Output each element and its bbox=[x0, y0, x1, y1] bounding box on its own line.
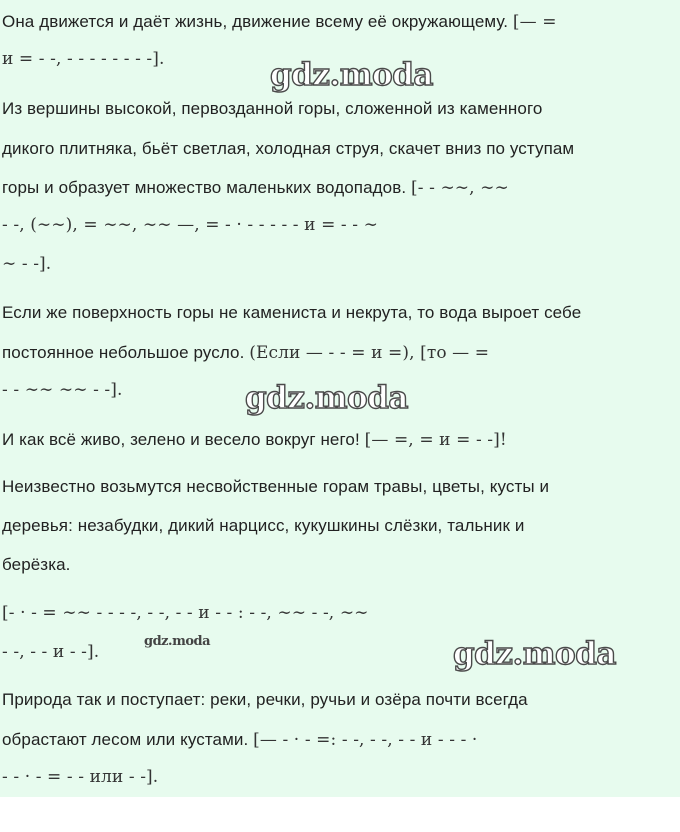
text-line: Из вершины высокой, первозданной горы, сложенной из каменного bbox=[2, 99, 543, 118]
text-line: Природа так и поступает: реки, речки, ручьи и озёра почти всегда bbox=[2, 690, 528, 709]
text-line bbox=[2, 379, 123, 401]
watermark: gdz.moda bbox=[270, 57, 433, 93]
text-line: постоянное небольшое русло. (Если — - - = и =), [то — = bbox=[2, 343, 490, 363]
text-line: берёзка. bbox=[2, 555, 71, 574]
watermark: gdz.moda bbox=[245, 380, 408, 416]
text-line bbox=[2, 766, 158, 788]
syntax-scheme: - -, - - и - -]. bbox=[2, 642, 100, 662]
syntax-scheme: - - · - = - - или - -]. bbox=[2, 767, 159, 787]
text-line bbox=[2, 214, 378, 236]
syntax-scheme: [— = bbox=[512, 12, 557, 32]
text-line bbox=[2, 253, 51, 275]
text-line bbox=[2, 48, 165, 70]
text-line: Если же поверхность горы не камениста и некрута, то вода выроет себе bbox=[2, 303, 582, 322]
text-line bbox=[2, 641, 99, 663]
syntax-scheme: ∼ - -]. bbox=[2, 254, 52, 274]
syntax-scheme: [- · - = ∼∼ - - - -, - -, - - и - - : - -, ∼∼ - -, ∼∼ bbox=[2, 603, 369, 623]
syntax-scheme: [— - · - =: - -, - -, - - и - - - · bbox=[253, 730, 478, 750]
watermark-small: gdz.moda bbox=[144, 634, 211, 649]
text-line: Она движется и даёт жизнь, движение всему её окружающему. [— = bbox=[2, 12, 557, 32]
syntax-scheme: [- - ∼∼, ∼∼ bbox=[411, 178, 509, 198]
text-line bbox=[2, 602, 369, 624]
syntax-scheme: (Если — - - = и =), [то — = bbox=[249, 343, 490, 363]
text-line: горы и образует множество маленьких водопадов. [- - ∼∼, ∼∼ bbox=[2, 178, 509, 198]
text-line: И как всё живо, зелено и весело вокруг него! [— =, = и = - -]! bbox=[2, 430, 507, 450]
syntax-scheme: и = - -, - - - - - - - -]. bbox=[2, 49, 165, 69]
syntax-scheme: - -, (∼∼), = ∼∼, ∼∼ —, = - · - - - - - и = - - ∼ bbox=[2, 215, 378, 235]
text-line: деревья: незабудки, дикий нарцисс, кукушкины слёзки, тальник и bbox=[2, 516, 525, 535]
text-line: дикого плитняка, бьёт светлая, холодная струя, скачет вниз по уступам bbox=[2, 139, 575, 158]
syntax-scheme: - - ∼∼ ∼∼ - -]. bbox=[2, 380, 123, 400]
text-line: Неизвестно возьмутся несвойственные горам травы, цветы, кусты и bbox=[2, 477, 550, 496]
syntax-scheme: [— =, = и = - -]! bbox=[364, 430, 507, 450]
watermark: gdz.moda bbox=[453, 636, 616, 672]
text-line: обрастают лесом или кустами. [— - · - =: - -, - -, - - и - - - · bbox=[2, 730, 478, 750]
